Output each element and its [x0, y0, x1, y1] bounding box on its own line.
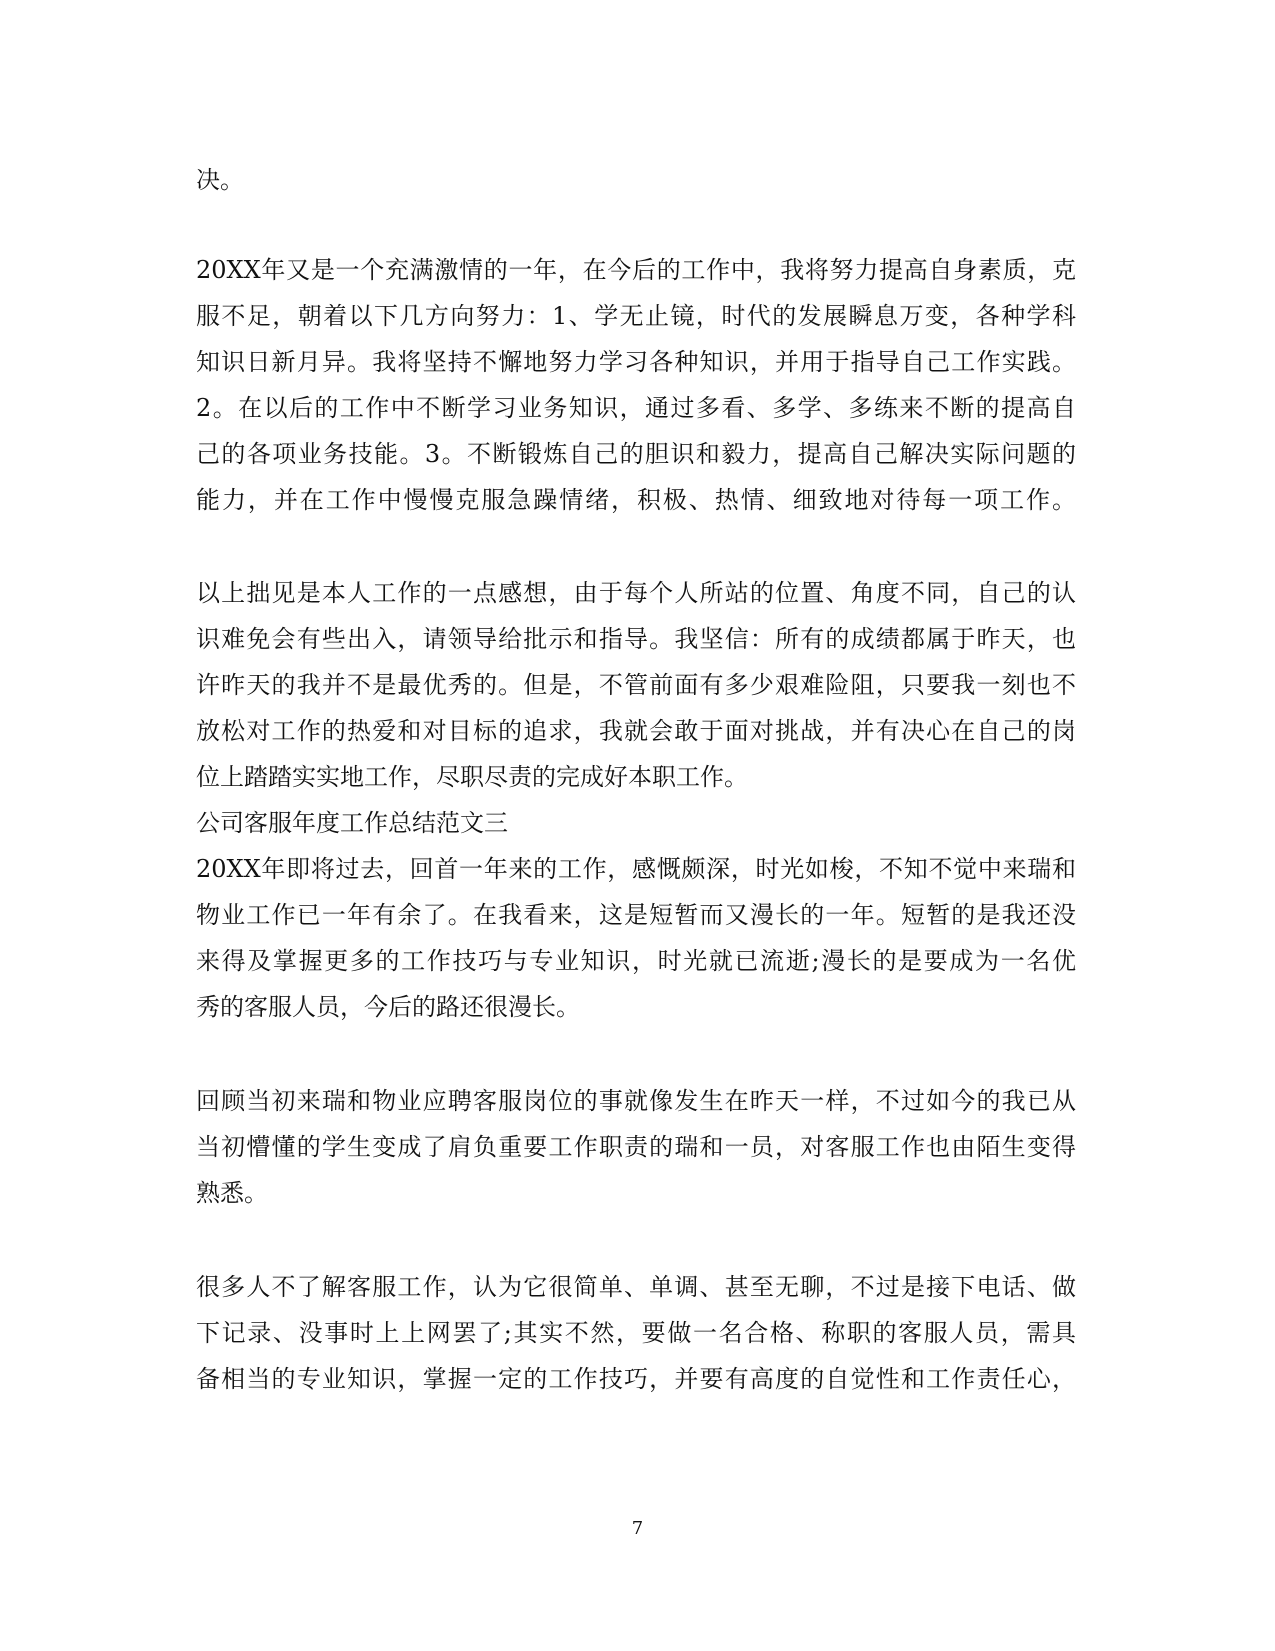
text-line: 当初懵懂的学生变成了肩负重要工作职责的瑞和一员，对客服工作也由陌生变得 [196, 1133, 1076, 1161]
text-line: 回顾当初来瑞和物业应聘客服岗位的事就像发生在昨天一样，不过如今的我已从 [196, 1087, 1076, 1115]
text-line: 位上踏踏实实地工作，尽职尽责的完成好本职工作。 [196, 763, 748, 791]
text-line: 20XX年又是一个充满激情的一年，在今后的工作中，我将努力提高自身素质，克 [196, 256, 1076, 284]
page-number: 7 [631, 1518, 644, 1539]
text-line: 熟悉。 [196, 1179, 268, 1207]
text-line: 下记录、没事时上上网罢了;其实不然，要做一名合格、称职的客服人员，需具 [196, 1319, 1076, 1347]
text-line: 决。 [196, 166, 244, 194]
text-line: 秀的客服人员，今后的路还很漫长。 [196, 993, 580, 1021]
text-line: 放松对工作的热爱和对目标的追求，我就会敢于面对挑战，并有决心在自己的岗 [196, 717, 1076, 745]
text-line: 能力，并在工作中慢慢克服急躁情绪，积极、热情、细致地对待每一项工作。 [196, 486, 1076, 514]
text-line: 以上拙见是本人工作的一点感想，由于每个人所站的位置、角度不同，自己的认 [196, 579, 1076, 607]
text-line: 2。在以后的工作中不断学习业务知识，通过多看、多学、多练来不断的提高自 [196, 394, 1076, 422]
text-line: 20XX年即将过去，回首一年来的工作，感慨颇深，时光如梭，不知不觉中来瑞和 [196, 855, 1076, 883]
text-line: 很多人不了解客服工作，认为它很简单、单调、甚至无聊，不过是接下电话、做 [196, 1273, 1076, 1301]
text-line: 识难免会有些出入，请领导给批示和指导。我坚信：所有的成绩都属于昨天，也 [196, 625, 1076, 653]
text-line: 备相当的专业知识，掌握一定的工作技巧，并要有高度的自觉性和工作责任心， [196, 1365, 1076, 1393]
text-line: 知识日新月异。我将坚持不懈地努力学习各种知识，并用于指导自己工作实践。 [196, 348, 1076, 376]
text-line: 许昨天的我并不是最优秀的。但是，不管前面有多少艰难险阻，只要我一刻也不 [196, 671, 1076, 699]
text-line: 来得及掌握更多的工作技巧与专业知识，时光就已流逝;漫长的是要成为一名优 [196, 947, 1076, 975]
text-line: 物业工作已一年有余了。在我看来，这是短暂而又漫长的一年。短暂的是我还没 [196, 901, 1076, 929]
text-line: 己的各项业务技能。3。不断锻炼自己的胆识和毅力，提高自己解决实际问题的 [196, 440, 1076, 468]
text-line: 服不足，朝着以下几方向努力：1、学无止镜，时代的发展瞬息万变，各种学科 [196, 302, 1076, 330]
section-heading: 公司客服年度工作总结范文三 [196, 809, 508, 837]
